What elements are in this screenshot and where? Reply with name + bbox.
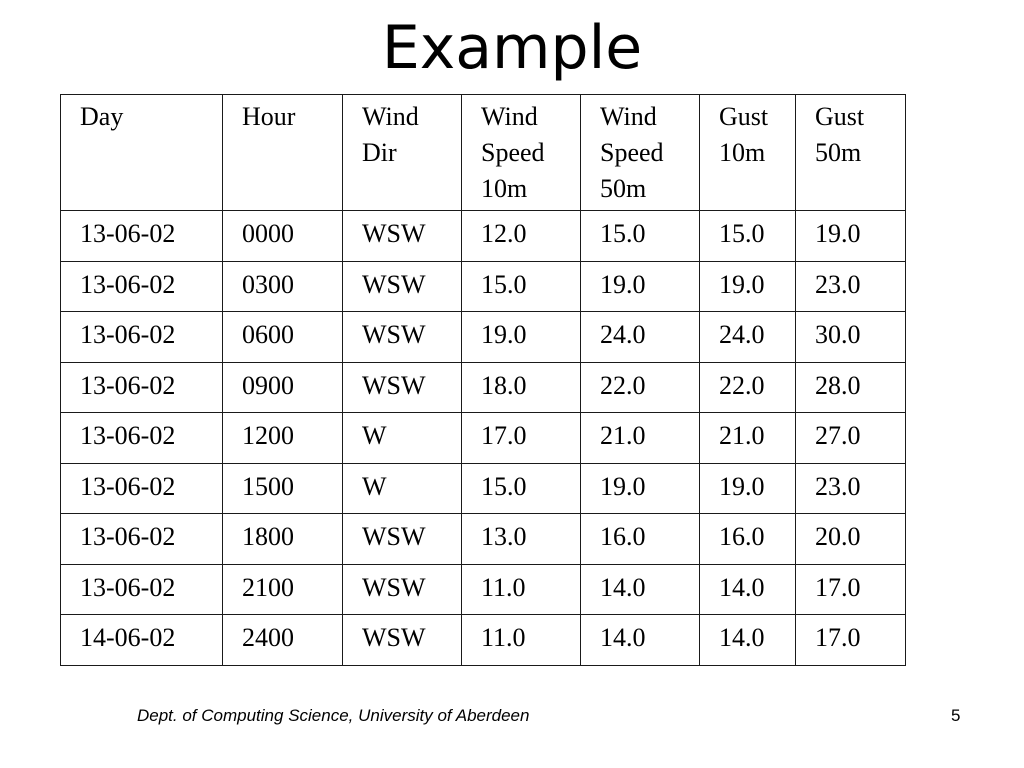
cell-gust-50m: 20.0 bbox=[796, 514, 906, 565]
page-number: 5 bbox=[951, 706, 961, 725]
cell-wind-dir: W bbox=[343, 413, 462, 464]
cell-hour: 1800 bbox=[223, 514, 343, 565]
cell-wind-dir: WSW bbox=[343, 362, 462, 413]
cell-hour: 0600 bbox=[223, 312, 343, 363]
table-row bbox=[61, 211, 906, 262]
header-wind-speed-50m: Wind Speed 50m bbox=[581, 95, 700, 211]
cell-wind-dir: WSW bbox=[343, 514, 462, 565]
cell-wind-speed-10m: 15.0 bbox=[462, 463, 581, 514]
cell-day: 13-06-02 bbox=[61, 463, 223, 514]
cell-wind-speed-10m: 17.0 bbox=[462, 413, 581, 464]
cell-wind-dir: WSW bbox=[343, 211, 462, 262]
cell-hour: 1500 bbox=[223, 463, 343, 514]
cell-wind-speed-50m: 16.0 bbox=[581, 514, 700, 565]
cell-hour: 2400 bbox=[223, 615, 343, 666]
table-row bbox=[61, 261, 906, 312]
cell-gust-10m: 14.0 bbox=[700, 564, 796, 615]
cell-wind-speed-50m: 19.0 bbox=[581, 261, 700, 312]
cell-wind-dir: WSW bbox=[343, 564, 462, 615]
cell-hour: 0300 bbox=[223, 261, 343, 312]
header-wind-dir: Wind Dir bbox=[343, 95, 462, 211]
cell-gust-50m: 17.0 bbox=[796, 615, 906, 666]
cell-day: 13-06-02 bbox=[61, 362, 223, 413]
header-gust-50m: Gust 50m bbox=[796, 95, 906, 211]
cell-gust-10m: 21.0 bbox=[700, 413, 796, 464]
cell-gust-10m: 24.0 bbox=[700, 312, 796, 363]
cell-hour: 0000 bbox=[223, 211, 343, 262]
table-row bbox=[61, 564, 906, 615]
cell-wind-speed-50m: 24.0 bbox=[581, 312, 700, 363]
cell-day: 13-06-02 bbox=[61, 312, 223, 363]
cell-gust-50m: 30.0 bbox=[796, 312, 906, 363]
cell-wind-dir: WSW bbox=[343, 261, 462, 312]
header-hour: Hour bbox=[223, 95, 343, 211]
cell-wind-speed-50m: 14.0 bbox=[581, 615, 700, 666]
cell-gust-50m: 27.0 bbox=[796, 413, 906, 464]
cell-wind-speed-10m: 11.0 bbox=[462, 564, 581, 615]
cell-gust-50m: 19.0 bbox=[796, 211, 906, 262]
table-row bbox=[61, 514, 906, 565]
table-row bbox=[61, 362, 906, 413]
cell-wind-speed-50m: 15.0 bbox=[581, 211, 700, 262]
footer-department: Dept. of Computing Science, University of Aberdeen bbox=[137, 706, 530, 725]
table-row bbox=[61, 615, 906, 666]
cell-day: 13-06-02 bbox=[61, 564, 223, 615]
cell-hour: 0900 bbox=[223, 362, 343, 413]
cell-gust-10m: 19.0 bbox=[700, 463, 796, 514]
cell-wind-speed-50m: 19.0 bbox=[581, 463, 700, 514]
weather-data-table bbox=[60, 94, 906, 666]
cell-wind-speed-50m: 14.0 bbox=[581, 564, 700, 615]
cell-wind-speed-10m: 15.0 bbox=[462, 261, 581, 312]
cell-hour: 2100 bbox=[223, 564, 343, 615]
cell-wind-speed-50m: 21.0 bbox=[581, 413, 700, 464]
slide-title: Example bbox=[381, 13, 643, 83]
table-row bbox=[61, 463, 906, 514]
header-gust-10m: Gust 10m bbox=[700, 95, 796, 211]
cell-day: 13-06-02 bbox=[61, 211, 223, 262]
cell-wind-dir: WSW bbox=[343, 615, 462, 666]
cell-day: 13-06-02 bbox=[61, 514, 223, 565]
table-header-row bbox=[61, 95, 906, 211]
table-row bbox=[61, 312, 906, 363]
cell-gust-10m: 16.0 bbox=[700, 514, 796, 565]
cell-gust-10m: 22.0 bbox=[700, 362, 796, 413]
cell-gust-50m: 17.0 bbox=[796, 564, 906, 615]
cell-wind-speed-10m: 18.0 bbox=[462, 362, 581, 413]
cell-wind-speed-50m: 22.0 bbox=[581, 362, 700, 413]
cell-wind-speed-10m: 13.0 bbox=[462, 514, 581, 565]
cell-wind-dir: W bbox=[343, 463, 462, 514]
cell-day: 14-06-02 bbox=[61, 615, 223, 666]
cell-gust-50m: 28.0 bbox=[796, 362, 906, 413]
table-row bbox=[61, 413, 906, 464]
cell-gust-10m: 15.0 bbox=[700, 211, 796, 262]
cell-wind-speed-10m: 19.0 bbox=[462, 312, 581, 363]
cell-gust-50m: 23.0 bbox=[796, 463, 906, 514]
cell-hour: 1200 bbox=[223, 413, 343, 464]
cell-wind-speed-10m: 12.0 bbox=[462, 211, 581, 262]
header-day: Day bbox=[61, 95, 223, 211]
cell-wind-speed-10m: 11.0 bbox=[462, 615, 581, 666]
cell-wind-dir: WSW bbox=[343, 312, 462, 363]
cell-day: 13-06-02 bbox=[61, 261, 223, 312]
header-wind-speed-10m: Wind Speed 10m bbox=[462, 95, 581, 211]
cell-gust-50m: 23.0 bbox=[796, 261, 906, 312]
cell-day: 13-06-02 bbox=[61, 413, 223, 464]
cell-gust-10m: 14.0 bbox=[700, 615, 796, 666]
cell-gust-10m: 19.0 bbox=[700, 261, 796, 312]
